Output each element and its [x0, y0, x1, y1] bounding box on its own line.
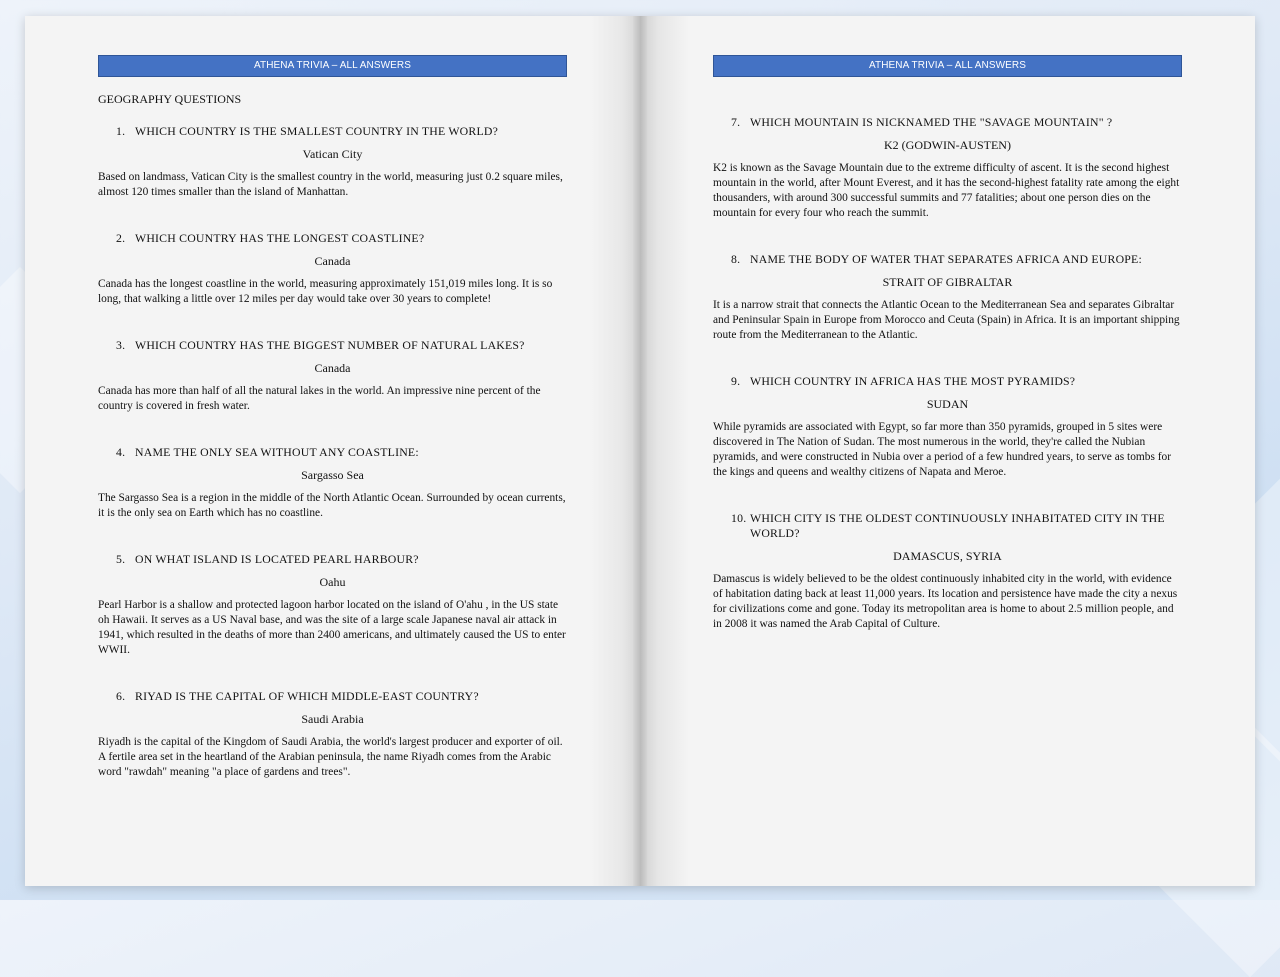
question-text: NAME THE BODY OF WATER THAT SEPARATES AFRICA AND EUROPE:	[750, 252, 1142, 266]
question-text: WHICH COUNTRY IN AFRICA HAS THE MOST PYRAMIDS?	[750, 374, 1076, 388]
question-text: WHICH MOUNTAIN IS NICKNAMED THE "SAVAGE MOUNTAIN" ?	[750, 115, 1113, 129]
question	[98, 231, 567, 246]
spacer	[98, 200, 567, 231]
question-number: 2.	[116, 231, 126, 245]
explanation: Based on landmass, Vatican City is the smallest country in the world, measuring just 0.2 square miles, almost 120 times smaller than the island of Manhattan.	[98, 171, 563, 198]
left-page	[25, 16, 640, 886]
spacer	[713, 480, 1182, 511]
question-item	[98, 231, 567, 307]
answer: Oahu	[319, 575, 346, 589]
explanation: Canada has the longest coastline in the world, measuring approximately 151,019 miles long. It is so long, that walking a little over 12 miles per day would take over 30 years to complete!	[98, 278, 553, 305]
question-number: 5.	[116, 552, 126, 566]
question-number: 9.	[731, 374, 741, 388]
section-title: GEOGRAPHY QUESTIONS	[98, 92, 242, 106]
question-item	[98, 338, 567, 414]
question-item	[98, 445, 567, 521]
spacer	[98, 521, 567, 552]
question-number: 10.	[731, 511, 747, 525]
question	[713, 115, 1182, 130]
answer: Canada	[314, 361, 351, 375]
answer: STRAIT OF GIBRALTAR	[882, 275, 1013, 289]
answer: Saudi Arabia	[301, 712, 364, 726]
answer: SUDAN	[926, 397, 969, 411]
spacer	[98, 658, 567, 689]
question	[98, 689, 567, 704]
question	[98, 338, 567, 353]
spacer	[98, 414, 567, 445]
question-text: WHICH COUNTRY HAS THE BIGGEST NUMBER OF NATURAL LAKES?	[135, 338, 525, 352]
question-number: 4.	[116, 445, 126, 459]
question-number: 6.	[116, 689, 126, 703]
question-text: WHICH COUNTRY IS THE SMALLEST COUNTRY IN THE WORLD?	[135, 124, 499, 138]
explanation: K2 is known as the Savage Mountain due to the extreme difficulty of ascent. It is the second highest mountain in the world, after Mount Everest, and it has the second-highest fatality rate among the eight thousanders, with around 300 successful summits and 77 fatalities; about one person dies on the mountain for every four who reach the summit.	[713, 162, 1180, 219]
explanation: While pyramids are associated with Egypt, so far more than 350 pyramids, grouped in 5 sites were discovered in The Nation of Sudan. The most numerous in the world, they're called the Nubian pyramids, and were constructed in Nubia over a period of a few hundred years, to serve as tombs for the kings and queens and wealthy citizens of Napata and Meroe.	[713, 421, 1172, 478]
answer: Sargasso Sea	[301, 468, 364, 482]
explanation: Riyadh is the capital of the Kingdom of Saudi Arabia, the world's largest producer and exporter of oil. A fertile area set in the heartland of the Arabian peninsula, the name Riyadh comes from the Arabic word "rawdah" meaning "a place of gardens and trees".	[98, 736, 563, 778]
question-item	[98, 552, 567, 658]
spacer	[713, 221, 1182, 252]
question	[713, 374, 1182, 389]
left-page-content	[98, 92, 567, 780]
question-item	[98, 689, 567, 780]
question-item	[713, 511, 1182, 632]
spacer	[713, 343, 1182, 374]
question	[713, 252, 1182, 267]
question	[713, 511, 1182, 541]
explanation: Damascus is widely believed to be the oldest continuously inhabited city in the world, with evidence of habitation dating back at least 11,000 years. Its location and persistence have made the city a nexus for civilizations come and gone. Today its metropolitan area is home to about 2.5 million people, and in 2008 it was named the Arab Capital of Culture.	[713, 573, 1178, 630]
question-number: 1.	[116, 124, 126, 138]
question-number: 3.	[116, 338, 126, 352]
explanation: Canada has more than half of all the natural lakes in the world. An impressive nine percent of the country is covered in fresh water.	[98, 385, 541, 412]
right-page	[640, 16, 1255, 886]
question	[98, 552, 567, 567]
question-text: WHICH COUNTRY HAS THE LONGEST COASTLINE?	[135, 231, 425, 245]
question-list	[713, 115, 1182, 632]
question-item	[713, 252, 1182, 343]
page-header: ATHENA TRIVIA – ALL ANSWERS	[713, 55, 1182, 77]
question-text: RIYAD IS THE CAPITAL OF WHICH MIDDLE-EAST COUNTRY?	[135, 689, 479, 703]
question	[98, 445, 567, 460]
book-spread	[25, 16, 1255, 886]
explanation: Pearl Harbor is a shallow and protected lagoon harbor located on the island of O'ahu , in the US state oh Hawaii. It serves as a US Naval base, and was the site of a large scale Japanese naval air attack in 1941, which resulted in the deaths of more than 2400 americans, and ultimately caused the US to enter WWII.	[98, 599, 566, 656]
question-text: NAME THE ONLY SEA WITHOUT ANY COASTLINE:	[135, 445, 419, 459]
book-gutter	[633, 16, 647, 886]
answer: DAMASCUS, SYRIA	[893, 549, 1002, 563]
question	[98, 124, 567, 139]
question-list	[98, 124, 567, 780]
question-item	[713, 115, 1182, 221]
page-header: ATHENA TRIVIA – ALL ANSWERS	[98, 55, 567, 77]
question-number: 7.	[731, 115, 741, 129]
question-item	[98, 124, 567, 200]
question-number: 8.	[731, 252, 741, 266]
spacer	[98, 307, 567, 338]
explanation: The Sargasso Sea is a region in the middle of the North Atlantic Ocean. Surrounded by ocean currents, it is the only sea on Earth which has no coastline.	[98, 492, 566, 519]
question-text: ON WHAT ISLAND IS LOCATED PEARL HARBOUR?	[135, 552, 419, 566]
answer: Vatican City	[302, 147, 363, 161]
explanation: It is a narrow strait that connects the Atlantic Ocean to the Mediterranean Sea and separates Gibraltar and Peninsular Spain in Europe from Morocco and Ceuta (Spain) in Africa. It is an important shipping route from the Mediterranean to the Atlantic.	[713, 299, 1180, 341]
answer: K2 (GODWIN-AUSTEN)	[884, 138, 1011, 152]
question-item	[713, 374, 1182, 480]
answer: Canada	[314, 254, 351, 268]
right-page-content	[713, 115, 1182, 632]
question-text: WHICH CITY IS THE OLDEST CONTINUOUSLY INHABITATED CITY IN THE WORLD?	[750, 511, 1165, 540]
